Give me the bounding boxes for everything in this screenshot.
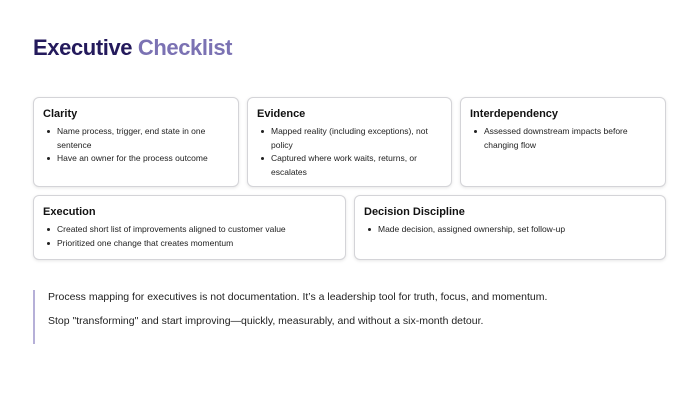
title-word-checklist: Checklist bbox=[137, 35, 233, 60]
checklist bbox=[470, 125, 656, 152]
checklist bbox=[43, 223, 336, 250]
card-title: Decision Discipline bbox=[364, 206, 465, 218]
card-title: Interdependency bbox=[470, 108, 559, 120]
list-item: Have an owner for the process outcome bbox=[43, 152, 229, 166]
card-execution bbox=[33, 195, 346, 260]
list-item: Name process, trigger, end state in one sentence bbox=[43, 125, 229, 152]
list-item: Mapped reality (including exceptions), not policy bbox=[257, 125, 442, 152]
callout-line: Process mapping for executives is not documentation. It’s a leadership tool for truth, focus, and momentum. bbox=[48, 291, 548, 303]
card-title: Evidence bbox=[257, 108, 306, 120]
list-item: Captured where work waits, returns, or escalates bbox=[257, 152, 442, 179]
callout-quote bbox=[33, 290, 633, 344]
checklist bbox=[257, 125, 442, 179]
card-clarity bbox=[33, 97, 239, 187]
list-item: Made decision, assigned ownership, set follow-up bbox=[364, 223, 656, 237]
card-title: Clarity bbox=[43, 108, 78, 120]
checklist bbox=[43, 125, 229, 166]
callout-line: Stop "transforming" and start improving—quickly, measurably, and without a six-month detour. bbox=[48, 315, 484, 327]
card-interdependency bbox=[460, 97, 666, 187]
list-item: Prioritized one change that creates momentum bbox=[43, 237, 336, 251]
card-decision-discipline bbox=[354, 195, 666, 260]
list-item: Created short list of improvements aligned to customer value bbox=[43, 223, 336, 237]
card-title: Execution bbox=[43, 206, 96, 218]
list-item: Assessed downstream impacts before changing flow bbox=[470, 125, 656, 152]
title-word-executive: Executive bbox=[33, 35, 133, 60]
page-title bbox=[33, 34, 232, 62]
card-evidence bbox=[247, 97, 452, 187]
checklist bbox=[364, 223, 656, 237]
